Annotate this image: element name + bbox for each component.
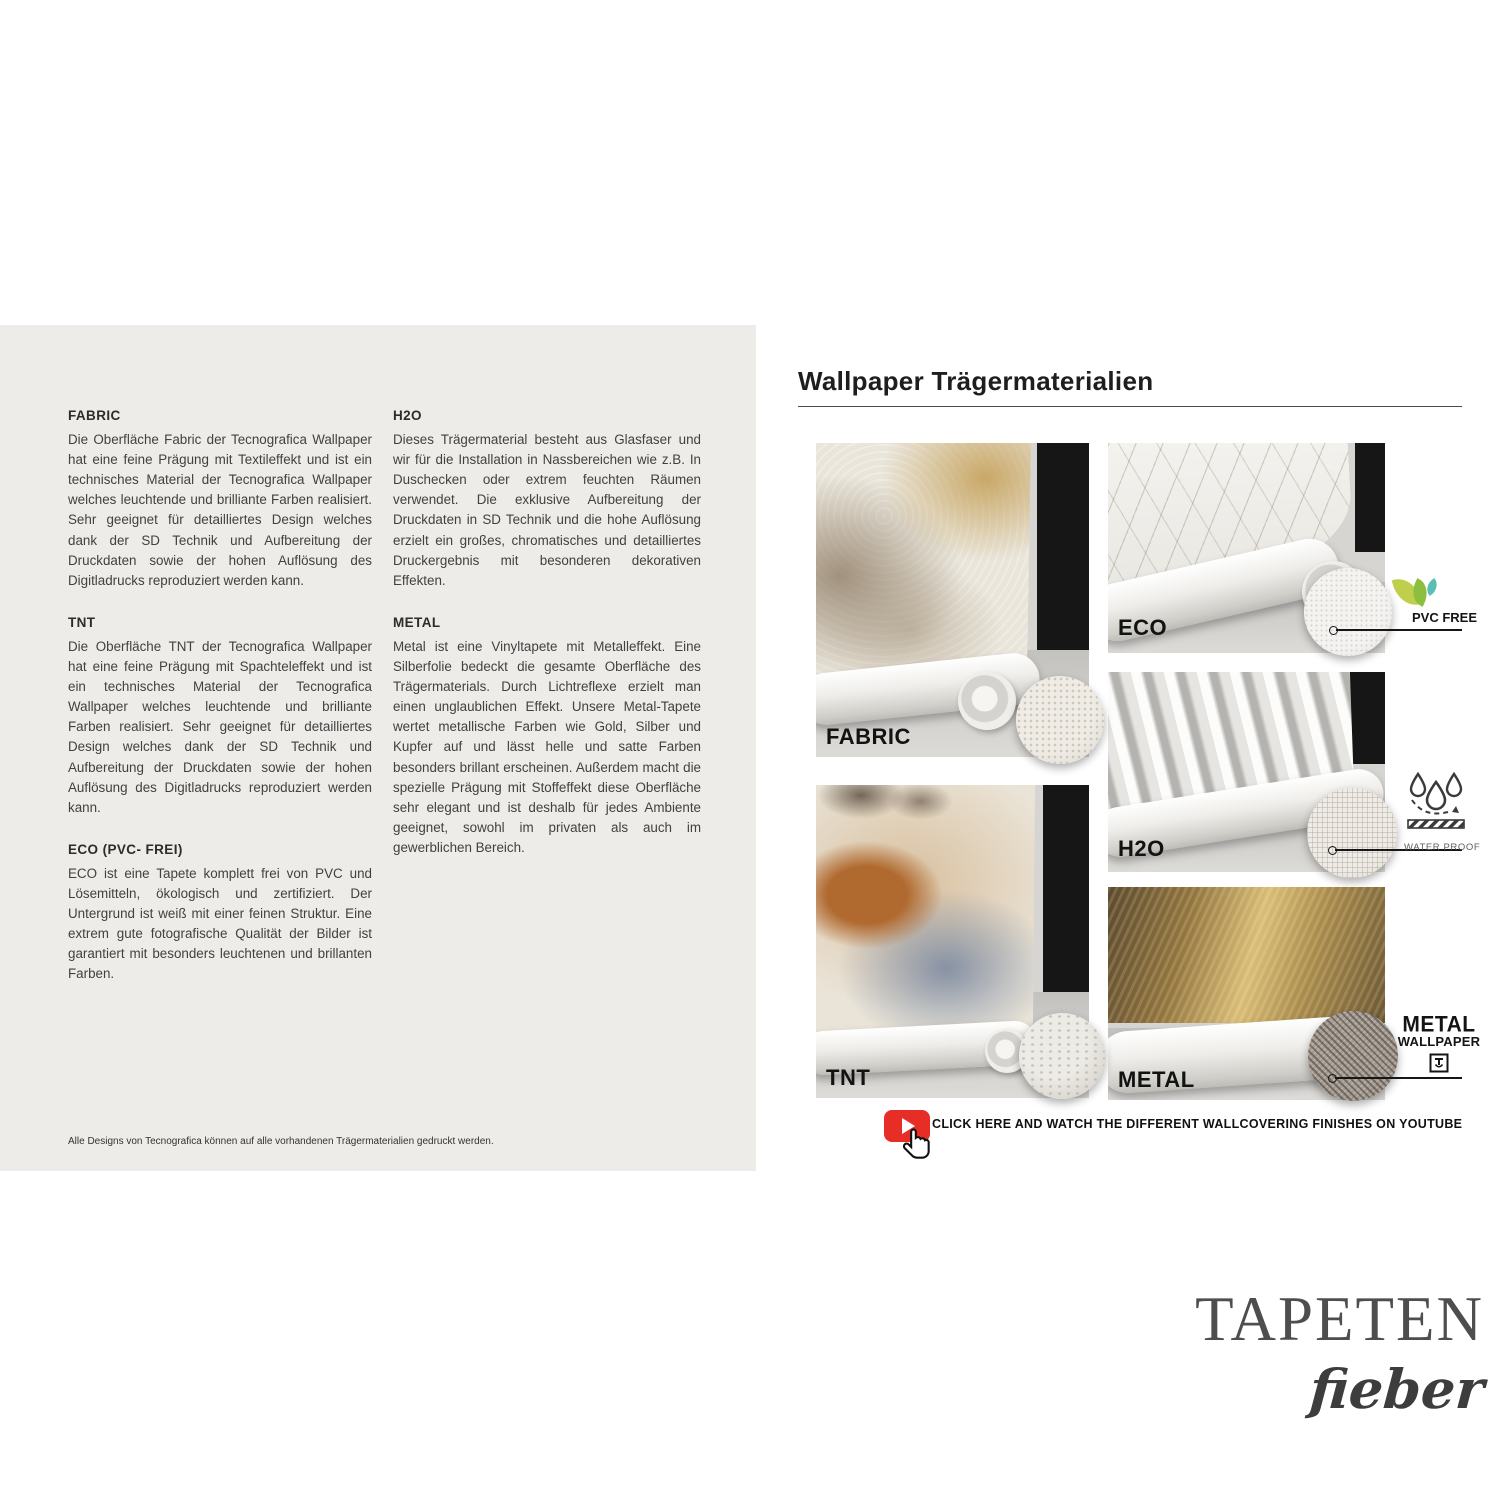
water-proof-label: WATER PROOF: [1404, 842, 1481, 853]
metal-texture-swatch: [1308, 1011, 1398, 1101]
section-h2o: [393, 408, 701, 591]
boxed-t-mark-icon: [1429, 1053, 1449, 1073]
tnt-texture-swatch: [1019, 1013, 1105, 1099]
text-column-2: [393, 408, 701, 882]
section-body-metal: Metal ist eine Vinyltapete mit Metalleffekt. Eine Silberfolie bedeckt die gesamte Oberfläche des Trägermaterials. Durch Lichtreflexe erzielt man einen unglaublichen Effekt. Unsere Metal-Tapete wertet metallische Farben wie Gold, Silber und Kupfer auf und lässt helle und satte Farben besonders brillant erscheinen. Außerdem macht die spezielle Prägung mit Stoffeffekt diese Oberfläche sehr elegant und ist deshalb für jedes Ambiente geeignet, sowohl im privaten als auch im gewerblichen Bereich.: [393, 638, 701, 855]
left-info-panel: [0, 325, 756, 1171]
pvc-free-leaves-icon: [1393, 573, 1439, 615]
footnote: Alle Designs von Tecnografica können auf alle vorhandenen Trägermaterialien gedruckt werden.: [68, 1136, 494, 1147]
section-heading-fabric: FABRIC: [68, 408, 121, 423]
section-heading-h2o: H2O: [393, 408, 422, 423]
photo-background: [1037, 443, 1089, 669]
metal-wallpaper-sheet: [1108, 887, 1385, 1023]
section-heading-metal: METAL: [393, 614, 441, 630]
material-label-tnt: TNT: [826, 1065, 871, 1090]
section-tnt: [68, 615, 372, 818]
material-label-h2o: H2O: [1118, 836, 1165, 861]
metal-wallpaper-line2: WALLPAPER: [1397, 1034, 1481, 1049]
eco-texture-swatch: [1304, 568, 1392, 656]
material-label-eco: ECO: [1118, 615, 1168, 640]
title-divider: [798, 406, 1462, 407]
fabric-texture-swatch: [1016, 676, 1104, 764]
tnt-wallpaper-sheet: [816, 785, 1036, 1040]
eco-callout-line: [1336, 629, 1462, 631]
roll-end: [958, 672, 1016, 730]
metal-wallpaper-logo: [1396, 1014, 1482, 1078]
pvc-free-label: PVC FREE: [1412, 610, 1478, 625]
brand-logo-fieber: fieber: [1307, 1357, 1487, 1421]
section-fabric: [68, 408, 372, 591]
section-body-eco: ECO ist eine Tapete komplett frei von PVC und Lösemitteln, ökologisch und zertifiziert. Der Untergrund ist weiß mit einer feinen Struktur. Eine extrem gute fotografische Qualität der Bilder ist garantiert mit besonders leuchtenen und brillanten Farben.: [68, 865, 372, 982]
material-label-fabric: FABRIC: [826, 724, 911, 749]
section-body-fabric: Die Oberfläche Fabric der Tecnografica Wallpaper hat eine feine Prägung mit Textileffekt und ist ein technisches Material der Tecnografica Wallpaper welches leuchtende und brilliante Farben realisiert. Sehr geeignet für detailliertes Design welches dank der SD Technik und Aufbereitung der Druckdaten sowie der hohen Auflösung des Digitladrucks reproduziert werden kann.: [68, 432, 372, 588]
section-eco: [68, 842, 372, 985]
photo-background: [1355, 443, 1385, 552]
hand-pointer-icon: [903, 1128, 931, 1160]
section-heading-tnt: TNT: [68, 614, 96, 630]
brand-logo-tapeten: TAPETEN: [1195, 1284, 1484, 1354]
section-body-tnt: Die Oberfläche TNT der Tecnografica Wallpaper hat eine feine Prägung mit Spachteleffekt und ist ein technisches Material der Tecnografica Wallpaper welches leuchtende und brilliante Farben realisiert. Sehr geeignet für detailliertes Design welches dank der SD Technik und Aufbereitung der Druckdaten sowie der hohen Auflösung des Digitladrucks reproduziert werden kann.: [68, 638, 372, 815]
page-title: Wallpaper Trägermaterialien: [798, 366, 1154, 396]
section-body-h2o: Dieses Trägermaterial besteht aus Glasfaser und wir für die Installation in Nassbereichen wie z.B. In Duschecken oder extrem feuchten Räumen verwendet. Die exklusive Aufbereitung der Druckdaten in SD Technik und die hohe Auflösung erzielt ein großes, chromatisches und detailliertes Druckergebnis mit besonderen dekorativen Effekten.: [393, 432, 701, 588]
photo-background: [1043, 785, 1089, 1004]
section-metal: [393, 615, 701, 858]
text-column-1: [68, 408, 372, 1009]
youtube-link-text[interactable]: CLICK HERE AND WATCH THE DIFFERENT WALLCOVERING FINISHES ON YOUTUBE: [932, 1117, 1463, 1131]
photo-background: [1349, 672, 1385, 764]
h2o-texture-swatch: [1307, 788, 1397, 878]
material-label-metal: METAL: [1118, 1067, 1195, 1092]
water-proof-icon: [1400, 766, 1472, 838]
metal-wallpaper-line1: METAL: [1402, 1012, 1476, 1037]
fabric-wallpaper-sheet: [816, 443, 1031, 690]
section-heading-eco: ECO (PVC- FREI): [68, 841, 183, 857]
